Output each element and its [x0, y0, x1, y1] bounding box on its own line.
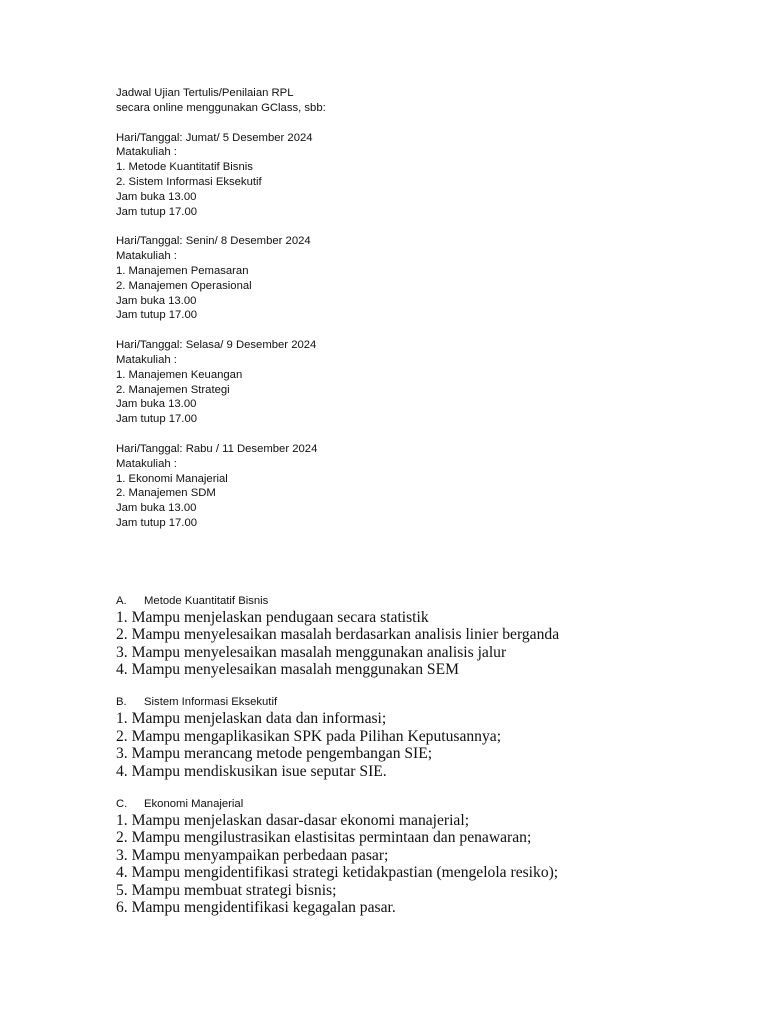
competency-item: 4. Mampu mendiskusikan isue seputar SIE.	[116, 762, 387, 780]
intro-block	[116, 86, 658, 116]
schedule-course: 2. Manajemen SDM	[116, 487, 216, 500]
competency-item: 4. Mampu menyelesaikan masalah menggunakan SEM	[116, 660, 459, 678]
competency-item: 5. Mampu membuat strategi bisnis;	[116, 881, 337, 899]
competency-item: 2. Mampu mengaplikasikan SPK pada Pilihan Keputusannya;	[116, 727, 502, 745]
competency-item: 2. Mampu menyelesaikan masalah berdasarkan analisis linier berganda	[116, 626, 560, 644]
schedule-course-label: Matakuliah :	[116, 146, 177, 159]
schedule-course: 2. Sistem Informasi Eksekutif	[116, 175, 262, 188]
section-title: Ekonomi Manajerial	[144, 797, 244, 810]
schedule-course: 1. Ekonomi Manajerial	[116, 472, 228, 485]
competency-section	[116, 594, 658, 679]
section-letter: A.	[116, 594, 127, 607]
intro-subtitle: secara online menggunakan GClass, sbb:	[116, 101, 326, 114]
competency-section	[116, 695, 658, 780]
schedule-course-label: Matakuliah :	[116, 250, 177, 263]
competency-item: 3. Mampu menyelesaikan masalah menggunakan analisis jalur	[116, 643, 507, 661]
schedule-course-label: Matakuliah :	[116, 457, 177, 470]
competency-list	[116, 710, 658, 780]
competency-list	[116, 812, 658, 916]
schedule-close-time: Jam tutup 17.00	[116, 205, 198, 218]
section-heading	[116, 594, 658, 609]
schedule-close-time: Jam tutup 17.00	[116, 413, 198, 426]
competency-item: 1. Mampu menjelaskan data dan informasi;	[116, 710, 387, 728]
vertical-spacer	[116, 546, 658, 594]
competency-list	[116, 609, 658, 679]
schedule-open-time: Jam buka 13.00	[116, 502, 197, 515]
competency-item: 6. Mampu mengidentifikasi kegagalan pasar.	[116, 899, 396, 916]
schedule-close-time: Jam tutup 17.00	[116, 516, 198, 529]
schedule-course: 1. Metode Kuantitatif Bisnis	[116, 161, 253, 174]
schedule-date: Hari/Tanggal: Rabu / 11 Desember 2024	[116, 442, 318, 455]
section-heading	[116, 797, 658, 812]
schedule-block	[116, 234, 658, 323]
competency-item: 4. Mampu mengidentifikasi strategi ketidakpastian (mengelola resiko);	[116, 864, 559, 882]
schedule-open-time: Jam buka 13.00	[116, 398, 197, 411]
schedule-date: Hari/Tanggal: Selasa/ 9 Desember 2024	[116, 339, 317, 352]
section-title: Metode Kuantitatif Bisnis	[144, 594, 269, 607]
schedule-course: 2. Manajemen Operasional	[116, 279, 252, 292]
schedule-course: 1. Manajemen Keuangan	[116, 368, 243, 381]
schedule-close-time: Jam tutup 17.00	[116, 309, 198, 322]
competency-item: 1. Mampu menjelaskan dasar-dasar ekonomi manajerial;	[116, 811, 470, 829]
section-letter: B.	[116, 696, 127, 709]
schedule-course-label: Matakuliah :	[116, 353, 177, 366]
competency-item: 3. Mampu menyampaikan perbedaan pasar;	[116, 846, 389, 864]
competency-item: 3. Mampu merancang metode pengembangan SIE;	[116, 745, 433, 763]
schedule-date: Hari/Tanggal: Senin/ 8 Desember 2024	[116, 235, 311, 248]
schedule-course: 1. Manajemen Pemasaran	[116, 264, 249, 277]
competency-item: 1. Mampu menjelaskan pendugaan secara statistik	[116, 608, 429, 626]
schedule-block	[116, 442, 658, 531]
schedule-open-time: Jam buka 13.00	[116, 190, 197, 203]
schedule-course: 2. Manajemen Strategi	[116, 383, 230, 396]
schedule-date: Hari/Tanggal: Jumat/ 5 Desember 2024	[116, 131, 313, 144]
schedule-open-time: Jam buka 13.00	[116, 294, 197, 307]
competency-section	[116, 797, 658, 916]
section-heading	[116, 695, 658, 710]
section-letter: C.	[116, 797, 128, 810]
schedule-block	[116, 131, 658, 220]
competency-item: 2. Mampu mengilustrasikan elastisitas permintaan dan penawaran;	[116, 829, 532, 847]
section-title: Sistem Informasi Eksekutif	[144, 696, 278, 709]
schedule-block	[116, 338, 658, 427]
intro-title: Jadwal Ujian Tertulis/Penilaian RPL	[116, 87, 294, 99]
